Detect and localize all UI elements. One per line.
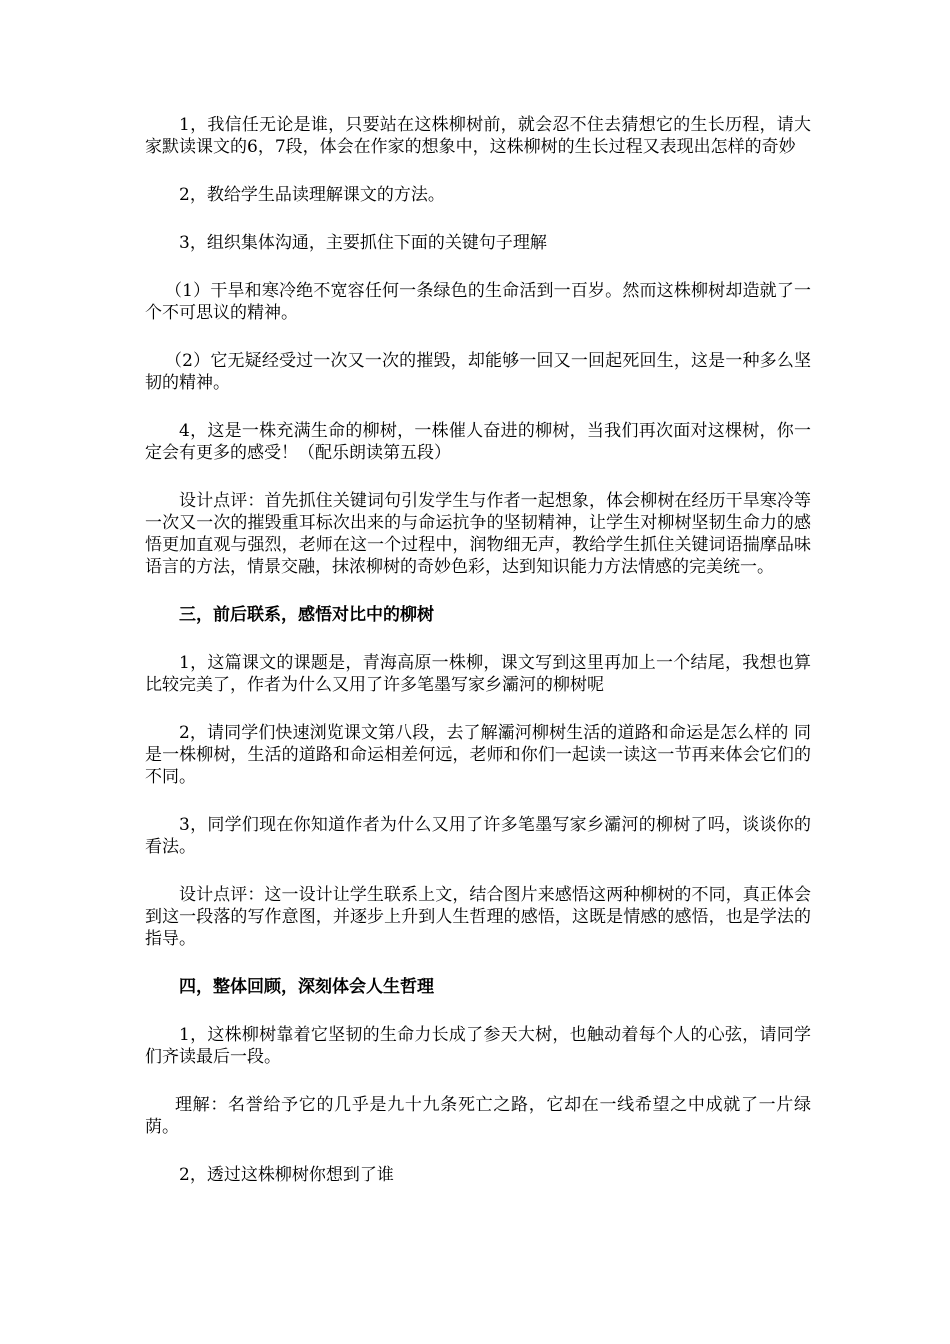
paragraph-section3-item-3: 3，同学们现在你知道作者为什么又用了许多笔墨写家乡灞河的柳树了吗，谈谈你的看法。 (145, 815, 811, 857)
paragraph-step-4-reading: 4，这是一株充满生命的柳树，一株催人奋进的柳树，当我们再次面对这棵树，你一定会有更多的感受！（配乐朗读第五段） (145, 421, 811, 463)
paragraph-key-sentence-2: （2）它无疑经受过一次又一次的摧毁，却能够一回又一回起死回生，这是一种多么坚韧的精神。 (145, 351, 811, 393)
section-heading-3: 三，前后联系，感悟对比中的柳树 (179, 605, 434, 625)
paragraph-step-1-imagine: 1，我信任无论是谁，只要站在这株柳树前，就会忍不住去猜想它的生长历程，请大家默读课文的6，7段，体会在作家的想象中，这株柳树的生长过程又表现出怎样的奇妙 (145, 115, 811, 157)
paragraph-step-3-discussion: 3，组织集体沟通，主要抓住下面的关键句子理解 (179, 233, 547, 253)
paragraph-section4-item-2: 2，透过这株柳树你想到了谁 (179, 1165, 394, 1185)
paragraph-key-sentence-1: （1）干旱和寒冷绝不宽容任何一条绿色的生命活到一百岁。然而这株柳树却造就了一个不可思议的精神。 (145, 281, 811, 323)
paragraph-design-comment-2: 设计点评：这一设计让学生联系上文，结合图片来感悟这两种柳树的不同，真正体会到这一段落的写作意图，并逐步上升到人生哲理的感悟，这既是情感的感悟，也是学法的指导。 (145, 885, 811, 949)
paragraph-section3-item-2: 2，请同学们快速浏览课文第八段，去了解灞河柳树生活的道路和命运是怎么样的 同是一株柳树，生活的道路和命运相差何远，老师和你们一起读一读这一节再来体会它们的不同。 (145, 723, 811, 787)
paragraph-step-2-method: 2，教给学生品读理解课文的方法。 (179, 185, 445, 205)
paragraph-understanding: 理解：名誉给予它的几乎是九十九条死亡之路，它却在一线希望之中成就了一片绿荫。 (145, 1095, 811, 1137)
paragraph-section4-item-1: 1，这株柳树靠着它坚韧的生命力长成了参天大树，也触动着每个人的心弦，请同学们齐读最后一段。 (145, 1025, 811, 1067)
paragraph-section3-item-1: 1，这篇课文的课题是，青海高原一株柳，课文写到这里再加上一个结尾，我想也算比较完美了，作者为什么又用了许多笔墨写家乡灞河的柳树呢 (145, 653, 811, 695)
section-heading-4: 四，整体回顾，深刻体会人生哲理 (179, 977, 434, 997)
paragraph-design-comment-1: 设计点评：首先抓住关键词句引发学生与作者一起想象，体会柳树在经历干旱寒冷等一次又一次的摧毁重耳标次出来的与命运抗争的坚韧精神，让学生对柳树坚韧生命力的感悟更加直观与强烈，老师在这一个过程中，润物细无声，教给学生抓住关键词语揣摩品味语言的方法，情景交融，抹浓柳树的奇妙色彩，达到知识能力方法情感的完美统一。 (145, 491, 811, 577)
document-body (145, 114, 811, 1212)
